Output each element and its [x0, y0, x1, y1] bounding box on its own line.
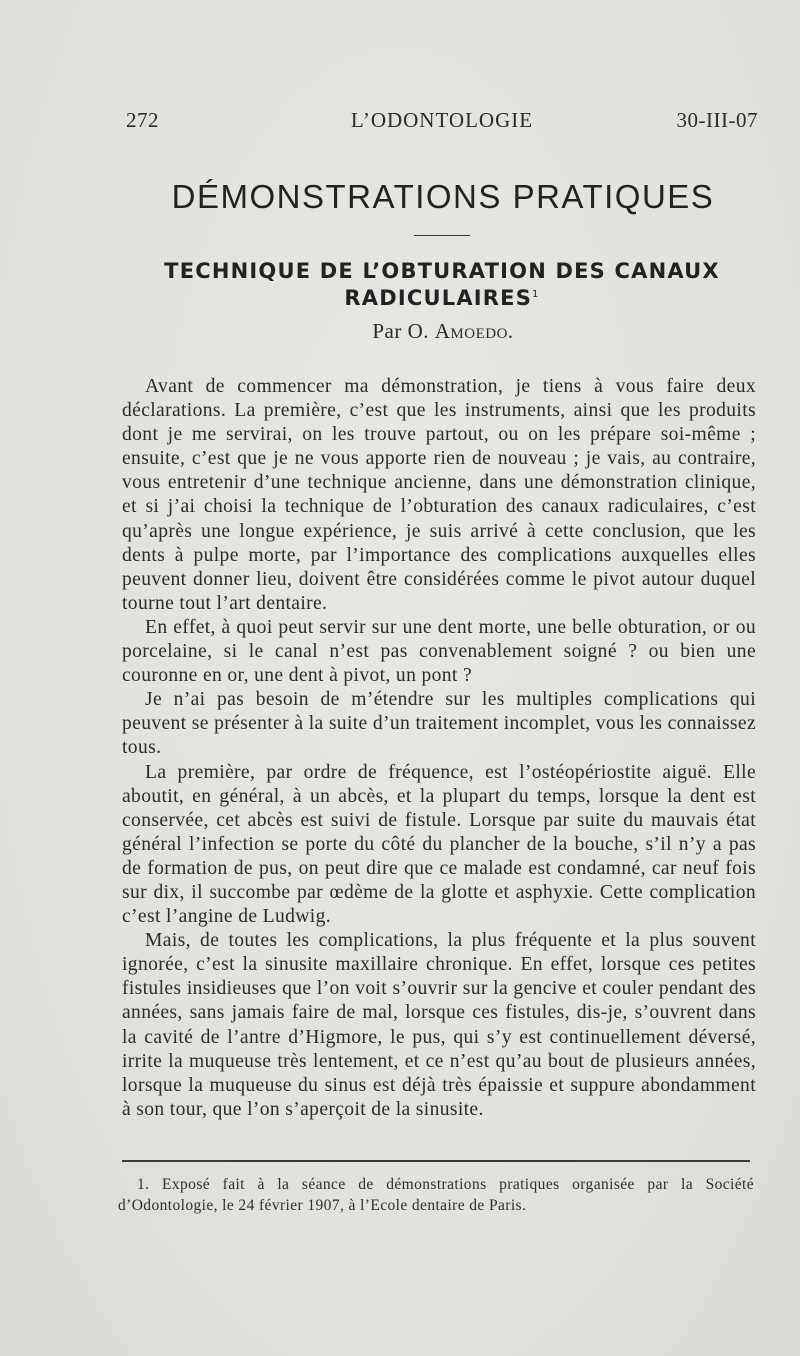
paragraph-1: Avant de commencer ma démonstration, je tiens à vous faire deux déclarations. La première, c’est que les instruments, ainsi que les produits dont je me servirai, on les trouve partout, ou on les prépare soi-même ; ensuite, c’est que je ne vous apporte rien de nouveau ; je vais, au contraire, vous entretenir d’une technique ancienne, dans une démonstration clinique, et si j’ai choisi la technique de l’obturation des canaux radiculaires, c’est qu’après une longue expérience, je suis arrivé à cette conclusion, que les dents à pulpe morte, par l’importance des complications auxquelles elles peuvent donner lieu, doivent être considérées comme le pivot autour duquel tourne tout l’art dentaire. — [122, 376, 756, 614]
footnote-divider — [122, 1160, 750, 1162]
byline — [0, 319, 800, 344]
running-head — [126, 108, 758, 140]
page-number: 272 — [126, 108, 159, 132]
title-divider — [414, 235, 470, 236]
paragraph-4: La première, par ordre de fréquence, est l’ostéopériostite aiguë. Elle aboutit, en général, à un abcès, et la plupart du temps, lorsque la dent est conservée, cet abcès est suivi de fistule. Lorsque par suite du mauvais état général l’infection se porte du côté du plancher de la bouche, s’il n’y a pas de formation de pus, on peut dire que ce malade est condamné, car neuf fois sur dix, il succombe par œdème de la glotte et asphyxie. Cette complication c’est l’angine de Ludwig. — [122, 761, 756, 928]
issue-date: 30-III-07 — [676, 108, 758, 132]
paragraph-3: Je n’ai pas besoin de m’étendre sur les multiples complications qui peuvent se présenter à la suite d’un traitement incomplet, vous les connaissez tous. — [122, 689, 756, 759]
journal-name: L’ODONTOLOGIE — [350, 108, 534, 132]
article-title-text: TECHNIQUE DE L’OBTURATION DES CANAUX RADICULAIRES — [164, 259, 720, 310]
byline-author: Amoedo. — [434, 319, 514, 343]
paragraph-5: Mais, de toutes les complications, la plus fréquente et la plus souvent ignorée, c’est la sinusite maxillaire chronique. En effet, lorsque ces petites fistules insidieuses que l’on voit s’ouvrir sur la gencive et couler pendant des années, sans jamais faire de mal, lorsque ces fistules, dis-je, s’ouvrent dans la cavité de l’antre d’Higmore, le pus, qui s’y est continuellement déversé, irrite la muqueuse très lentement, et ce n’est qu’au bout de plusieurs années, lorsque la muqueuse du sinus est déjà très épaissie et suppure abondamment à son tour, que l’on s’aperçoit de la sinusite. — [122, 930, 756, 1120]
footnote-text: 1. Exposé fait à la séance de démonstrations pratiques organisée par la Société d’Odontologie, le 24 février 1907, à l’Ecole dentaire de Paris. — [118, 1176, 754, 1214]
section-title: DÉMONSTRATIONS PRATIQUES — [171, 178, 715, 215]
paragraph-2: En effet, à quoi peut servir sur une dent morte, une belle obturation, or ou porcelaine, si le canal n’est pas convenablement soigné ? ou bien une couronne en or, une dent à pivot, un pont ? — [122, 616, 756, 687]
article-body — [122, 375, 756, 1122]
footnote — [118, 1174, 754, 1216]
footnote-marker: 1 — [532, 289, 540, 300]
byline-prefix: Par O. — [372, 319, 429, 343]
article-title — [100, 258, 784, 312]
